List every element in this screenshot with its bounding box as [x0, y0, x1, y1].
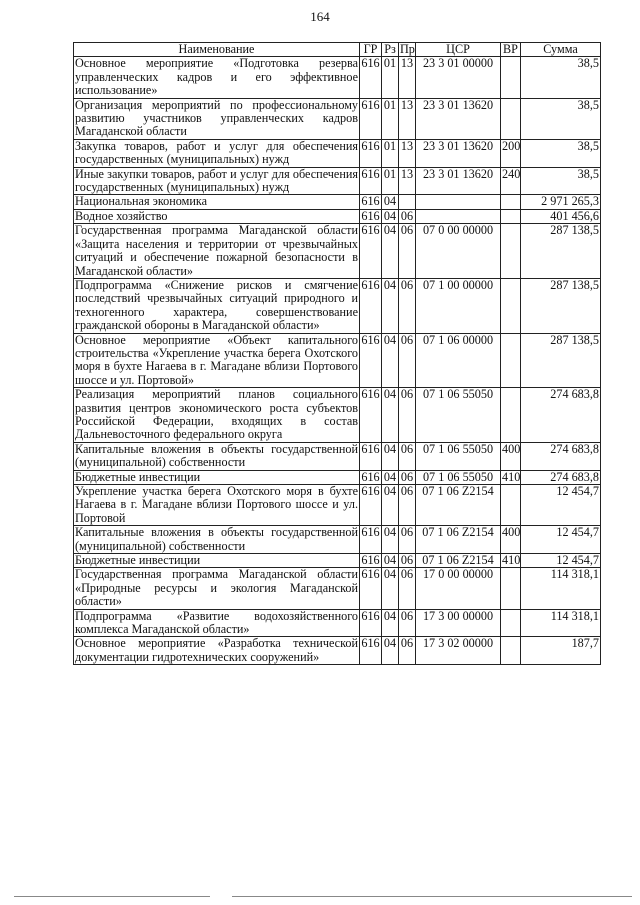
cell-gr: 616 — [360, 98, 382, 139]
cell-vr — [501, 278, 521, 333]
table-row — [74, 442, 601, 470]
table-body — [74, 57, 601, 665]
cell-name: Национальная экономика — [74, 195, 360, 209]
cell-csr: 23 3 01 00000 — [416, 57, 501, 98]
cell-sum: 401 456,6 — [521, 209, 601, 223]
cell-rz: 01 — [382, 98, 399, 139]
cell-name: Основное мероприятие «Разработка технической документации гидротехнических сооружений» — [75, 636, 358, 664]
table-row — [74, 485, 601, 526]
cell-sum: 187,7 — [521, 637, 601, 665]
table-row — [74, 139, 601, 167]
cell-name: Иные закупки товаров, работ и услуг для обеспечения государственных (муниципальных) нужд — [75, 166, 358, 195]
cell-csr — [416, 209, 501, 223]
cell-gr: 616 — [360, 57, 382, 98]
cell-pr: 06 — [399, 470, 416, 484]
cell-gr: 616 — [360, 442, 382, 470]
cell-rz: 04 — [382, 609, 399, 637]
cell-rz: 04 — [382, 442, 399, 470]
cell-sum: 38,5 — [521, 167, 601, 195]
cell-gr: 616 — [360, 526, 382, 554]
cell-pr: 06 — [399, 526, 416, 554]
cell-rz: 04 — [382, 388, 399, 443]
header-gr: ГР — [360, 43, 382, 57]
cell-name: Бюджетные инвестиции — [74, 554, 360, 568]
cell-rz: 04 — [382, 224, 399, 279]
cell-vr — [501, 57, 521, 98]
cell-gr: 616 — [360, 167, 382, 195]
cell-vr: 240 — [501, 167, 521, 195]
cell-gr: 616 — [360, 568, 382, 609]
table-row — [74, 637, 601, 665]
cell-rz: 04 — [382, 333, 399, 388]
cell-vr: 200 — [501, 139, 521, 167]
table-header-row — [74, 43, 601, 57]
table-row — [74, 388, 601, 443]
cell-csr: 07 1 06 55050 — [416, 442, 501, 470]
cell-csr: 07 1 06 00000 — [416, 333, 501, 388]
table-row — [74, 209, 601, 223]
cell-gr: 616 — [360, 485, 382, 526]
cell-csr: 23 3 01 13620 — [416, 98, 501, 139]
cell-csr: 23 3 01 13620 — [416, 139, 501, 167]
header-sum: Сумма — [521, 43, 601, 57]
header-vr: ВР — [501, 43, 521, 57]
cell-rz: 01 — [382, 139, 399, 167]
cell-rz: 04 — [382, 526, 399, 554]
table-row — [74, 98, 601, 139]
cell-pr: 06 — [399, 637, 416, 665]
table-row — [74, 568, 601, 609]
cell-rz: 04 — [382, 568, 399, 609]
cell-pr: 06 — [399, 442, 416, 470]
cell-gr: 616 — [360, 333, 382, 388]
cell-name: Государственная программа Магаданской области «Природные ресурсы и экология Магаданской области» — [75, 567, 358, 609]
cell-vr: 410 — [502, 553, 521, 568]
cell-name: Водное хозяйство — [74, 209, 360, 223]
cell-vr — [501, 388, 521, 443]
cell-csr — [416, 195, 501, 209]
cell-rz: 04 — [382, 470, 399, 484]
cell-vr — [501, 224, 521, 279]
cell-pr: 13 — [399, 57, 416, 98]
cell-rz: 04 — [382, 554, 399, 568]
table-row — [74, 195, 601, 209]
cell-name: Государственная программа Магаданской области «Защита населения и территории от чрезвычайных ситуаций и обеспечение пожарной безопасности в Магаданской области» — [75, 223, 358, 278]
cell-rz: 01 — [382, 167, 399, 195]
cell-name: Укрепление участка берега Охотского моря в бухте Нагаева в г. Магадане вблизи Портового шоссе и ул. Портовой — [75, 484, 358, 525]
cell-name: Подпрограмма «Снижение рисков и смягчение последствий чрезвычайных ситуаций природного и техногенного характера, совершенствование гражданской обороны в Магаданской области» — [75, 277, 358, 333]
cell-sum: 274 683,8 — [521, 442, 601, 470]
cell-csr: 07 1 06 55050 — [416, 388, 501, 443]
cell-sum: 287 138,5 — [521, 278, 601, 333]
cell-name: Реализация мероприятий планов социального развития центров экономического роста субъектов Российской Федерации, входящих в состав Дальневосточного федерального округа — [75, 387, 358, 442]
cell-csr: 17 3 00 00000 — [416, 609, 501, 637]
cell-rz: 04 — [382, 637, 399, 665]
cell-pr: 06 — [399, 485, 416, 526]
cell-vr — [501, 333, 521, 388]
table-row — [74, 609, 601, 637]
cell-sum: 287 138,5 — [521, 224, 601, 279]
table-row — [74, 333, 601, 388]
table-row — [74, 470, 601, 484]
cell-sum: 12 454,7 — [521, 485, 601, 526]
cell-pr: 13 — [399, 139, 416, 167]
cell-pr: 06 — [399, 209, 416, 223]
page-number: 164 — [310, 9, 330, 24]
cell-vr — [501, 209, 521, 223]
cell-csr: 17 0 00 00000 — [416, 568, 501, 609]
cell-sum: 2 971 265,3 — [521, 195, 601, 209]
cell-vr — [501, 637, 521, 665]
cell-rz: 01 — [382, 57, 399, 98]
cell-gr: 616 — [360, 388, 382, 443]
cell-pr: 13 — [399, 167, 416, 195]
cell-name: Бюджетные инвестиции — [74, 470, 360, 484]
cell-pr: 06 — [399, 568, 416, 609]
cell-gr: 616 — [360, 609, 382, 637]
cell-csr: 07 0 00 00000 — [416, 224, 501, 279]
table-row — [74, 554, 601, 568]
cell-name: Основное мероприятие «Подготовка резерва управленческих кадров и его эффективное использование» — [75, 56, 358, 98]
cell-sum: 38,5 — [521, 139, 601, 167]
cell-vr: 400 — [501, 526, 521, 554]
cell-pr: 06 — [399, 278, 416, 333]
cell-sum: 38,5 — [521, 57, 601, 98]
cell-csr: 07 1 06 Z2154 — [416, 526, 501, 554]
cell-csr: 23 3 01 13620 — [416, 167, 501, 195]
header-pr: Пр — [400, 42, 415, 56]
cell-name: Организация мероприятий по профессиональному развитию участников управленческих кадров Магаданской области — [75, 97, 358, 139]
cell-csr: 07 1 06 55050 — [416, 470, 501, 484]
cell-csr: 07 1 06 Z2154 — [416, 554, 501, 568]
header-name: Наименование — [74, 43, 360, 57]
cell-vr: 410 — [502, 469, 521, 484]
cell-pr: 06 — [399, 609, 416, 637]
header-csr: ЦСР — [416, 43, 501, 57]
cell-csr: 07 1 06 Z2154 — [416, 485, 501, 526]
cell-vr — [501, 98, 521, 139]
table-row — [74, 526, 601, 554]
cell-csr: 07 1 00 00000 — [416, 278, 501, 333]
cell-vr — [501, 609, 521, 637]
cell-gr: 616 — [360, 637, 382, 665]
cell-vr — [501, 485, 521, 526]
cell-gr: 616 — [361, 469, 380, 484]
cell-rz: 04 — [382, 278, 399, 333]
bottom-rule-left — [14, 896, 210, 897]
cell-csr: 17 3 02 00000 — [416, 637, 501, 665]
cell-sum: 12 454,7 — [521, 526, 601, 554]
cell-name: Капитальные вложения в объекты государственной (муниципальной) собственности — [75, 525, 358, 553]
table-row — [74, 167, 601, 195]
table-row — [74, 224, 601, 279]
bottom-rule-right — [232, 896, 632, 897]
cell-gr: 616 — [360, 224, 382, 279]
cell-pr: 06 — [399, 333, 416, 388]
cell-sum: 114 318,1 — [521, 568, 601, 609]
cell-gr: 616 — [361, 553, 380, 568]
cell-pr: 06 — [399, 388, 416, 443]
cell-vr — [501, 195, 521, 209]
cell-sum: 114 318,1 — [521, 609, 601, 637]
header-rz: Рз — [382, 43, 399, 57]
cell-name: Закупка товаров, работ и услуг для обеспечения государственных (муниципальных) нужд — [75, 138, 358, 167]
cell-sum: 38,5 — [521, 98, 601, 139]
cell-rz: 04 — [382, 485, 399, 526]
cell-vr: 400 — [501, 442, 521, 470]
cell-gr: 616 — [361, 194, 380, 209]
cell-name: Подпрограмма «Развитие водохозяйственного комплекса Магаданской области» — [75, 608, 358, 637]
cell-sum: 12 454,7 — [521, 554, 601, 568]
cell-pr: 06 — [399, 224, 416, 279]
cell-gr: 616 — [361, 208, 380, 223]
cell-name: Капитальные вложения в объекты государственной (муниципальной) собственности — [75, 441, 358, 470]
cell-sum: 274 683,8 — [521, 388, 601, 443]
cell-pr: 06 — [399, 554, 416, 568]
table-row — [74, 278, 601, 333]
cell-pr — [399, 195, 416, 209]
cell-rz: 04 — [382, 195, 399, 209]
cell-gr: 616 — [360, 139, 382, 167]
cell-gr: 616 — [360, 278, 382, 333]
cell-name: Основное мероприятие «Объект капитального строительства «Укрепление участка берега Охотского моря в бухте Нагаева в г. Магадане вблизи Портового шоссе и ул. Портовой» — [75, 332, 358, 387]
cell-sum: 274 683,8 — [521, 470, 601, 484]
cell-pr: 13 — [399, 98, 416, 139]
cell-sum: 287 138,5 — [521, 333, 601, 388]
budget-table — [73, 42, 601, 665]
table-row — [74, 57, 601, 98]
cell-vr — [501, 568, 521, 609]
cell-rz: 04 — [382, 209, 399, 223]
